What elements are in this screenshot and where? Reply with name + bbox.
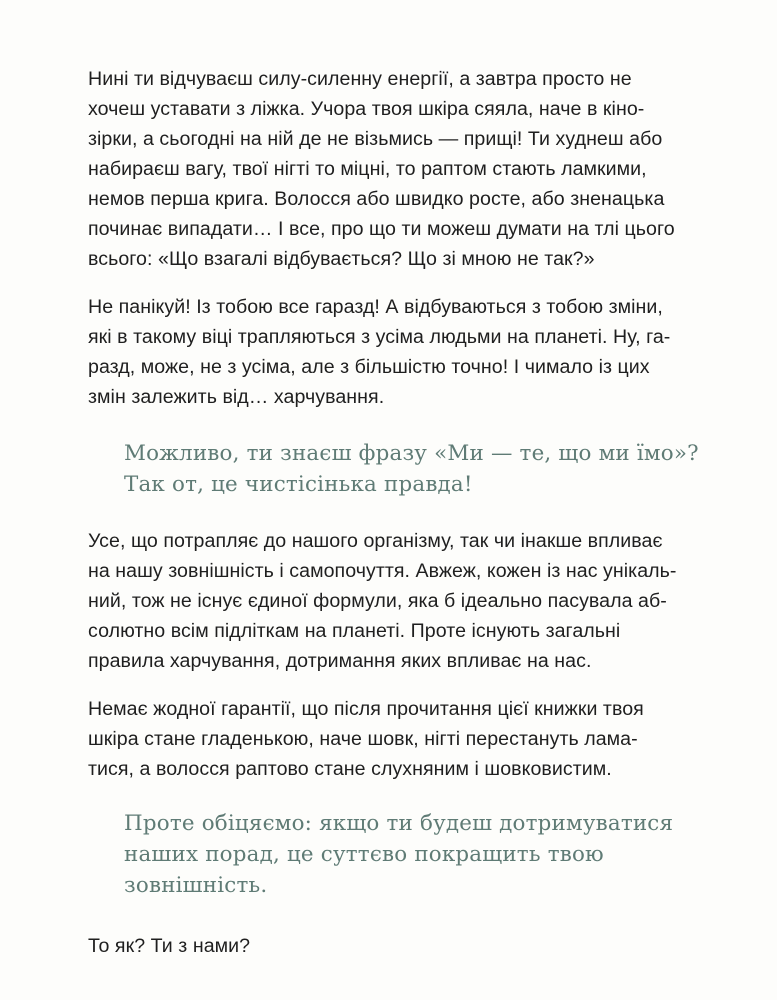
quote-line: Так от, це чистісінька правда!	[124, 472, 473, 497]
page-content	[88, 64, 760, 979]
paragraph-closing-question	[88, 931, 760, 961]
paragraph-no-guarantee	[88, 694, 760, 784]
text-line: Не панікуй! Із тобою все гаразд! А відбуваються з тобою зміни,	[88, 296, 663, 318]
quote-line: Проте обіцяємо: якщо ти будеш дотримуватися	[124, 811, 674, 836]
text-line: починає випадати… І все, про що ти можеш думати на тлі цього	[88, 218, 675, 240]
text-line: змін залежить від… харчування.	[88, 386, 385, 408]
text-line: правила харчування, дотримання яких впливає на нас.	[88, 650, 592, 672]
text-line: разд, може, не з усіма, але з більшістю точно! І чимало із цих	[88, 356, 650, 378]
paragraph-reassurance	[88, 292, 760, 412]
pull-quote-we-are-what-we-eat	[124, 438, 760, 500]
text-line: солютно всім підліткам на планеті. Проте існують загальні	[88, 620, 621, 642]
quote-line: наших порад, це суттєво покращить твою	[124, 842, 604, 867]
text-line: набираєш вагу, твої нігті то міцні, то раптом стають ламкими,	[88, 158, 647, 180]
paragraph-intro	[88, 64, 760, 274]
text-line: ний, тож не існує єдиної формули, яка б ідеально пасувала аб-	[88, 590, 667, 612]
text-line: Усе, що потрапляє до нашого організму, так чи інакше впливає	[88, 530, 663, 552]
pull-quote-promise	[124, 808, 760, 901]
quote-line: зовнішність.	[124, 873, 268, 898]
paragraph-nutrition-rules	[88, 526, 760, 676]
text-line: немов перша крига. Волосся або швидко росте, або зненацька	[88, 188, 665, 210]
text-line: всього: «Що взагалі відбувається? Що зі мною не так?»	[88, 248, 595, 270]
text-line: на нашу зовнішність і самопочуття. Авжеж, кожен із нас унікаль-	[88, 560, 677, 582]
text-line: шкіра стане гладенькою, наче шовк, нігті перестануть лама-	[88, 728, 638, 750]
quote-line: Можливо, ти знаєш фразу «Ми — те, що ми їмо»?	[124, 441, 699, 466]
text-line: зірки, а сьогодні на ній де не візьмись — прищі! Ти худнеш або	[88, 128, 663, 150]
text-line: Немає жодної гарантії, що після прочитання цієї книжки твоя	[88, 698, 644, 720]
text-line: Нині ти відчуваєш силу-силенну енергії, а завтра просто не	[88, 68, 632, 90]
text-line: які в такому віці трапляються з усіма людьми на планеті. Ну, га-	[88, 326, 671, 348]
text-line: хочеш уставати з ліжка. Учора твоя шкіра сяяла, наче в кіно-	[88, 98, 645, 120]
text-line: тися, а волосся раптово стане слухняним і шовковистим.	[88, 758, 612, 780]
text-line: То як? Ти з нами?	[88, 935, 251, 957]
